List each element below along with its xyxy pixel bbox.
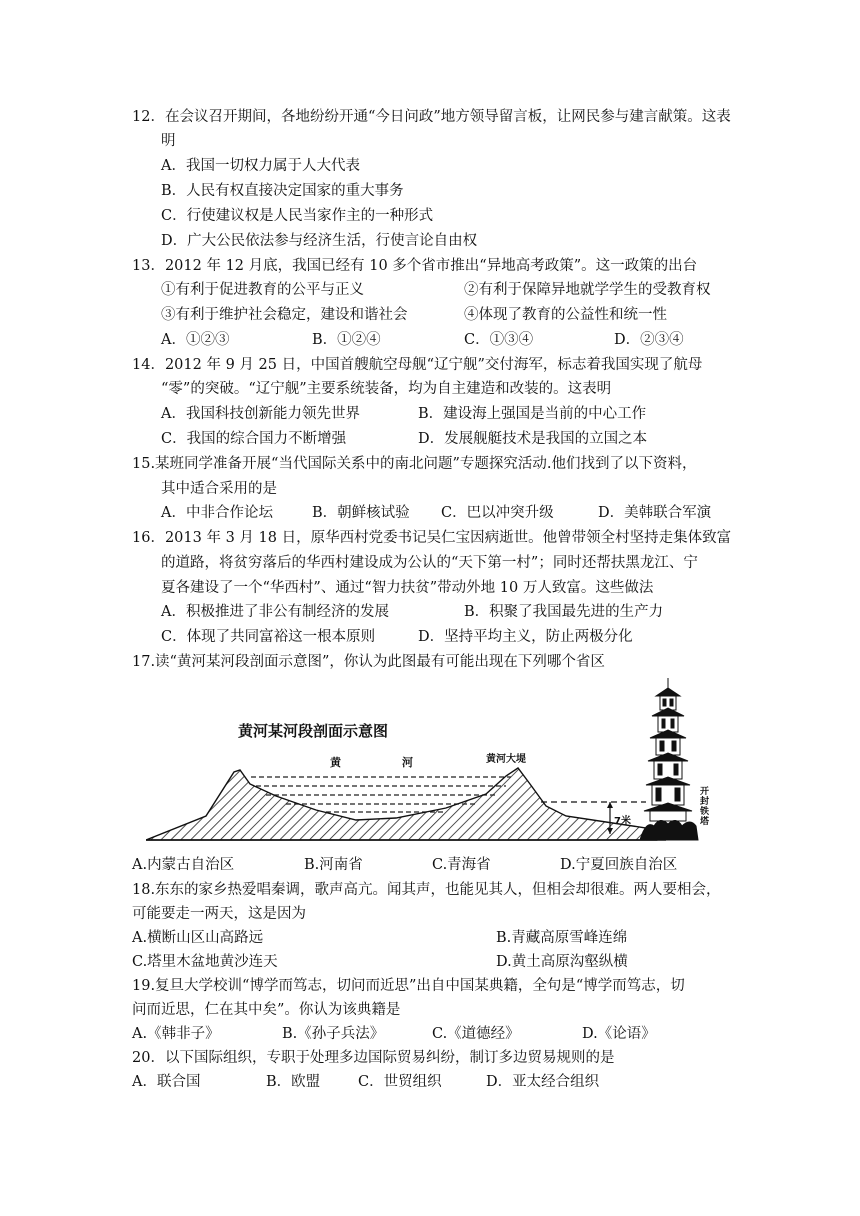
q18-option-a: A.横断山区山高路远 [132,930,264,946]
q14-stem-cont: “零”的突破。“辽宁舰”主要系统装备，均为自主建造和改装的。这表明 [161,381,612,397]
q18-option-d: D.黄土高原沟壑纵横 [496,954,628,970]
q13-option-b: B．①②④ [312,332,381,348]
q13-option-d: D．②③④ [614,332,684,348]
q17-option-b: B.河南省 [304,857,363,873]
dike-label: 黄河大堤 [486,754,526,765]
q16-option-d: D．坚持平均主义，防止两极分化 [418,629,633,645]
q15-option-c: C．巴以冲突升级 [441,505,554,521]
q16-stem-cont-2: 夏各建设了一个“华西村”、通过“智力扶贫”带动外地 10 万人致富。这些做法 [161,580,654,596]
q14-stem: 14．2012 年 9 月 25 日，中国首艘航空母舰“辽宁舰”交付海军，标志着我国实现了航母 [132,357,703,373]
q16-stem: 16．2013 年 3 月 18 日，原华西村党委书记吴仁宝因病逝世。他曾带领全村坚持走集体致富 [132,530,732,546]
q15-option-d: D．美韩联合军演 [598,505,712,521]
q13-statement-3: ③有利于维护社会稳定，建设和谐社会 [161,307,408,323]
q13-statement-4: ④体现了教育的公益性和统一性 [464,307,667,323]
q12-stem-cont: 明 [161,133,176,149]
q18-stem: 18.东东的家乡热爱唱秦调，歌声高亢。闻其声，也能见其人，但相会却很难。两人要相会， [132,882,721,898]
river-section-figure [146,676,712,844]
tower-label-4: 塔 [700,817,710,827]
q12-option-a: A．我国一切权力属于人大代表 [161,158,360,174]
q12-option-d: D．广大公民依法参与经济生活，行使言论自由权 [161,233,478,249]
river-label-1: 黄 [330,756,341,769]
q14-option-b: B．建设海上强国是当前的中心工作 [418,406,647,422]
q12-option-c: C．行使建议权是人民当家作主的一种形式 [161,208,434,224]
q14-option-c: C．我国的综合国力不断增强 [161,431,347,447]
q12-stem: 12．在会议召开期间，各地纷纷开通“今日问政”地方领导留言板，让网民参与建言献策。这表 [132,109,731,125]
q18-option-b: B.青藏高原雪峰连绵 [496,930,628,946]
q14-option-a: A．我国科技创新能力领先世界 [161,406,360,422]
q19-stem-cont: 问而近思，仁在其中矣”。你认为该典籍是 [132,1002,401,1018]
q16-stem-cont-1: 的道路，将贫穷落后的华西村建设成为公认的“天下第一村”；同时还帮扶黑龙江、宁 [161,555,698,571]
q15-option-b: B．朝鲜核试验 [312,505,410,521]
q18-stem-cont: 可能要走一两天，这是因为 [132,906,306,922]
q16-option-b: B．积聚了我国最先进的生产力 [464,604,664,620]
tower-label-2: 封 [700,797,710,807]
q18-option-c: C.塔里木盆地黄沙连天 [132,954,278,970]
tower-label-1: 开 [700,787,710,797]
iron-pagoda-icon [640,676,712,844]
q14-option-d: D．发展舰艇技术是我国的立国之本 [418,431,648,447]
q17-option-c: C.青海省 [432,857,491,873]
q13-option-a: A．①②③ [161,332,230,348]
q16-option-c: C．体现了共同富裕这一根本原则 [161,629,376,645]
q20-option-b: B．欧盟 [266,1074,321,1090]
figure-title: 黄河某河段剖面示意图 [238,722,389,740]
q12-option-b: B．人民有权直接决定国家的重大事务 [161,183,404,199]
q17-stem: 17.读“黄河某河段剖面示意图”，你认为此图最有可能出现在下列哪个省区 [132,654,605,670]
q20-stem: 20．以下国际组织，专职于处理多边国际贸易纠纷，制订多边贸易规则的是 [132,1050,615,1066]
q17-option-d: D.宁夏回族自治区 [560,857,678,873]
q19-option-d: D.《论语》 [582,1026,656,1042]
river-label-2: 河 [402,756,413,769]
height-label: 7米 [614,816,631,827]
q13-statement-1: ①有利于促进教育的公平与正义 [161,282,364,298]
q19-option-b: B.《孙子兵法》 [282,1026,385,1042]
q15-stem: 15.某班同学准备开展“当代国际关系中的南北问题”专题探究活动.他们找到了以下资料， [132,456,697,472]
q20-option-a: A．联合国 [132,1074,201,1090]
q16-option-a: A．积极推进了非公有制经济的发展 [161,604,389,620]
q20-option-c: C．世贸组织 [358,1074,442,1090]
q13-option-c: C．①③④ [464,332,534,348]
q13-statement-2: ②有利于保障异地就学学生的受教育权 [464,282,711,298]
q17-option-a: A.内蒙古自治区 [132,857,235,873]
tower-label-3: 铁 [700,807,710,817]
q19-stem: 19.复旦大学校训“博学而笃志，切问而近思”出自中国某典籍，全句是“博学而笃志，切 [132,978,685,994]
q13-stem: 13．2012 年 12 月底，我国已经有 10 多个省市推出“异地高考政策”。这一政策的出台 [132,258,698,274]
q19-option-c: C.《道德经》 [432,1026,520,1042]
q15-stem-cont: 其中适合采用的是 [161,481,277,497]
q20-option-d: D．亚太经合组织 [486,1074,600,1090]
q15-option-a: A．中非合作论坛 [161,505,273,521]
q19-option-a: A.《韩非子》 [132,1026,220,1042]
